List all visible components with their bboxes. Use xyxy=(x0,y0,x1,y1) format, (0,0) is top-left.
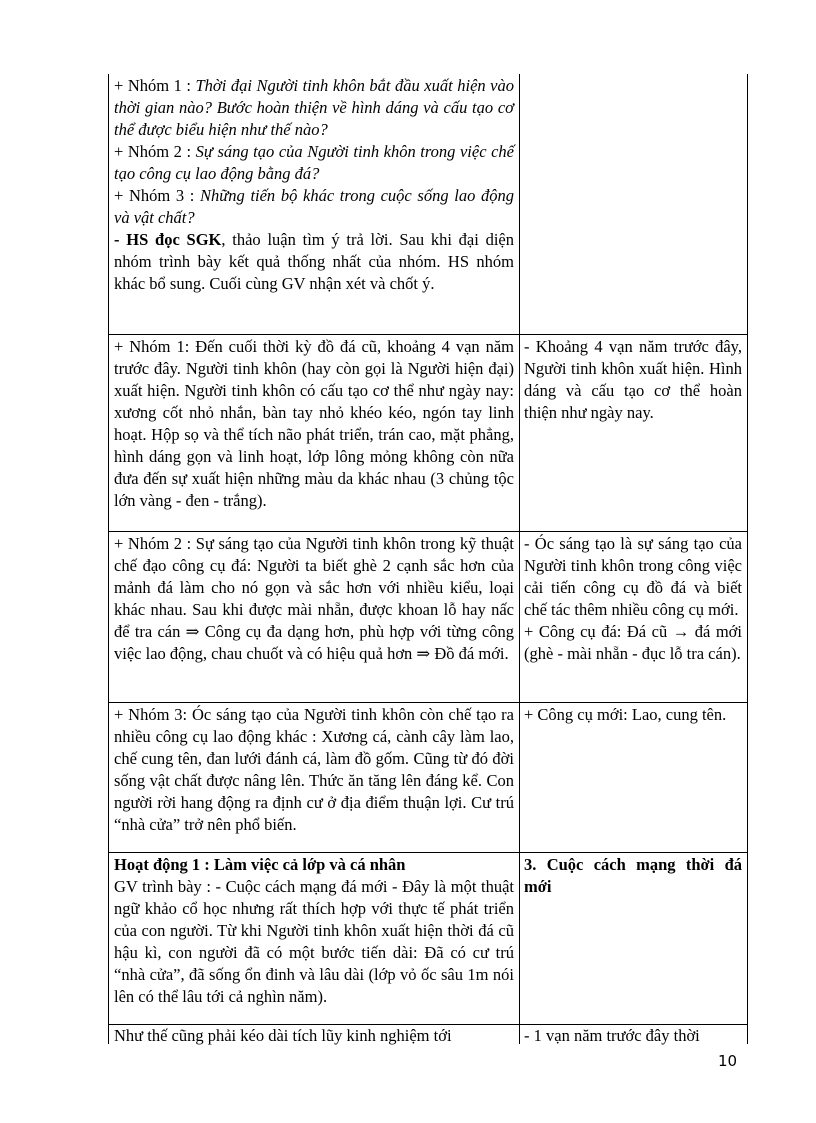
table-row xyxy=(109,531,747,703)
left-cell: Như thế cũng phải kéo dài tích lũy kinh nghiệm tới xyxy=(114,1026,452,1045)
page-number: 10 xyxy=(718,1052,738,1070)
table-row xyxy=(109,334,747,532)
right-cell: - 1 vạn năm trước đây thời xyxy=(524,1026,700,1045)
left-cell: + Nhóm 3: Óc sáng tạo của Người tinh khôn còn chế tạo ra nhiều công cụ lao động khác : Xương cá, cành cây làm lao, chế cung tên, đan lưới đánh cá, làm đồ gốm. Cũng từ đó đời sống vật chất được nâng lên. Thức ăn tăng lên đáng kể. Con người rời hang động ra định cư ở địa điểm thuận lợi. Cư trú “nhà cửa” trở nên phổ biến. xyxy=(114,705,514,834)
left-cell: + Nhóm 1: Đến cuối thời kỳ đồ đá cũ, khoảng 4 vạn năm trước đây. Người tinh khôn (hay còn gọi là Người hiện đại) xuất hiện. Người tinh khôn có cấu tạo cơ thể như ngày nay: xương cốt nhỏ nhắn, bàn tay nhỏ khéo kéo, ngón tay linh hoạt. Hộp sọ và thể tích não phát triển, trán cao, mặt phẳng, hình dáng gọn và linh hoạt, lớp lông mỏng không còn nữa đưa đến sự xuất hiện những màu da khác nhau (3 chủng tộc lớn vàng - đen - trắng). xyxy=(114,337,514,510)
table-row xyxy=(109,852,747,1025)
right-cell: - Óc sáng tạo là sự sáng tạo của Người tinh khôn trong công việc cải tiến công cụ đồ đá và biết chế tác thêm nhiều công cụ mới. + Công cụ đá: Đá cũ → đá mới (ghè - mài nhẵn - đục lỗ tra cán). xyxy=(524,534,742,663)
right-cell: + Công cụ mới: Lao, cung tên. xyxy=(524,705,727,724)
left-cell: + Nhóm 1 : Thời đại Người tinh khôn bắt đầu xuất hiện vào thời gian nào? Bước hoàn thiện về hình dáng và cấu tạo cơ thể được biểu hiện như thế nào? + Nhóm 2 : Sự sáng tạo của Người tinh khôn trong việc chế tạo công cụ lao động bằng đá? + Nhóm 3 : Những tiến bộ khác trong cuộc sống lao động và vật chất? - HS đọc SGK, thảo luận tìm ý trả lời. Sau khi đại diện nhóm trình bày kết quả thống nhất của nhóm. HS nhóm khác bổ sung. Cuối cùng GV nhận xét và chốt ý. xyxy=(114,76,515,293)
left-cell: + Nhóm 2 : Sự sáng tạo của Người tinh khôn trong kỹ thuật chế đạo công cụ đá: Người ta biết ghè 2 cạnh sắc hơn của mảnh đá làm cho nó gọn và sắc hơn với nhiều kiểu, loại khác nhau. Sau khi được mài nhẵn, được khoan lỗ hay nấc để tra cán ⇒ Công cụ đa dạng hơn, phù hợp với từng công việc lao động, chau chuốt và có hiệu quả hơn ⇒ Đồ đá mới. xyxy=(114,534,514,663)
table-row xyxy=(109,74,747,334)
table-row xyxy=(109,702,747,853)
right-cell: 3. Cuộc cách mạng thời đá mới xyxy=(524,855,742,896)
left-cell: Hoạt động 1 : Làm việc cả lớp và cá nhân GV trình bày : - Cuộc cách mạng đá mới - Đây là một thuật ngữ khảo cổ học nhưng rất thích hợp với thực tế phát triển của con người. Từ khi Người tinh khôn xuất hiện thời đá cũ hậu kì, con người đã có một bước tiến dài: Đã có cư trú “nhà cửa”, đã sống ổn đinh và lâu dài (lớp vỏ ốc sâu 1m nói lên có thể lâu tới cả nghìn năm). xyxy=(114,855,514,1006)
content-table xyxy=(108,74,748,1044)
table-row xyxy=(109,1024,747,1045)
right-cell: - Khoảng 4 vạn năm trước đây, Người tinh khôn xuất hiện. Hình dáng và cấu tạo cơ thể hoàn thiện như ngày nay. xyxy=(524,337,742,422)
